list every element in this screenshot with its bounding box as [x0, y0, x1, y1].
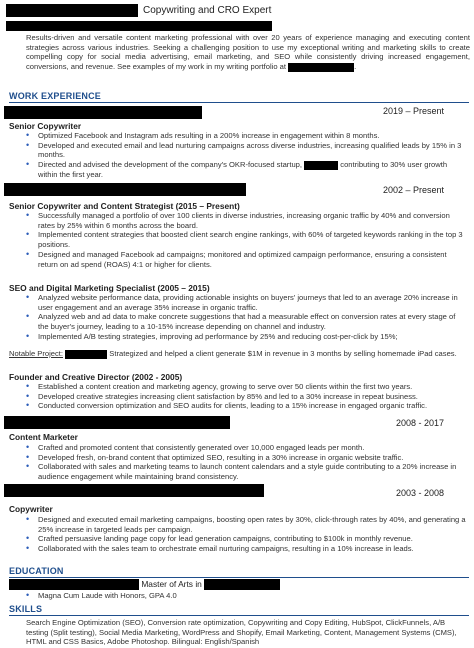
bullet-text: Directed and advised the development of the company's OKR-focused startup,	[38, 160, 303, 170]
list-item: • Collaborated with the sales team to orchestrate email nurturing campaigns, resulting in a 10% increase in leads.	[24, 544, 468, 554]
section-title-work-experience: WORK EXPERIENCE	[9, 91, 102, 101]
degree: Master of Arts in	[141, 579, 202, 589]
job-dates-1: 2019 – Present	[382, 106, 444, 116]
list-item: • Established a content creation and marketing agency, growing to serve over 50 clients within the first two years.	[24, 382, 468, 392]
list-item	[24, 160, 468, 179]
job-dates-3: 2008 - 2017	[395, 418, 444, 428]
list-item: • Successfully managed a portfolio of over 100 clients in diverse industries, increasing organic traffic by 40% and conversion rates by 25% within 6 months across the board.	[24, 211, 468, 230]
redacted-portfolio-link	[288, 62, 357, 72]
redacted-employer-4	[4, 484, 264, 497]
section-title-education: EDUCATION	[9, 566, 64, 576]
job-dates-4: 2003 - 2008	[395, 488, 444, 498]
summary-end: .	[354, 62, 357, 72]
section-title-skills: SKILLS	[9, 604, 43, 614]
section-divider	[9, 577, 469, 578]
education-degree-line	[9, 579, 280, 590]
list-item: • Designed and managed Facebook ad campaigns; monitored and optimized campaign performance, ensuring a consistent return on ad spend (ROAS) 4:1 or higher for clients.	[24, 250, 468, 269]
summary	[26, 33, 470, 72]
job-role-3: Content Marketer	[9, 432, 78, 442]
job-role-4: Copywriter	[9, 504, 53, 514]
list-item: • Designed and executed email marketing campaigns, boosting open rates by 30%, click-through rates by 40%, and generating a 25% increase in targeted leads per campaign.	[24, 515, 468, 534]
redacted-contact-info	[6, 21, 272, 31]
job-role-2b: SEO and Digital Marketing Specialist (2005 – 2015)	[9, 283, 210, 293]
redacted-institution	[9, 579, 139, 590]
redacted-name	[6, 4, 138, 17]
job-bullets-2c	[24, 382, 468, 411]
job-bullets-2b	[24, 293, 468, 342]
section-divider	[9, 615, 469, 616]
list-item: • Conducted conversion optimization and SEO audits for clients, leading to a 15% increase in engaged organic traffic.	[24, 401, 468, 411]
list-item: • Crafted and promoted content that consistently generated over 10,000 engaged leads per month.	[24, 443, 468, 453]
notable-project-text: Strategized and helped a client generate $1M in revenue in 3 months by selling homemade iPad cases.	[109, 349, 457, 358]
redacted-field-of-study	[204, 579, 280, 590]
list-item: • Implemented content strategies that boosted client search engine rankings, with 60% of targeted keywords ranking in the top 3 positions.	[24, 230, 468, 249]
list-item: • Crafted persuasive landing page copy for lead generation campaigns, contributing to $100k in monthly revenue.	[24, 534, 468, 544]
list-item: • Collaborated with sales and marketing teams to launch content calendars and a style guide contributing to a 20% increase in audience engagement while maintaining brand consistency.	[24, 462, 468, 481]
list-item: • Implemented A/B testing strategies, improving ad performance by 25% and reducing cost-per-click by 15%;	[24, 332, 468, 342]
redacted-startup-name	[304, 161, 338, 170]
job-bullets-1	[24, 131, 468, 180]
list-item: • Developed and executed email and lead nurturing campaigns across diverse industries, increasing qualified leads by 15% in 3 months.	[24, 141, 468, 160]
job-role-2a: Senior Copywriter and Content Strategist (2015 – Present)	[9, 201, 240, 211]
education-details	[24, 591, 468, 601]
job-dates-2: 2002 – Present	[382, 185, 444, 195]
summary-text: Results-driven and versatile content marketing professional with over 20 years of experience managing and executing content strategies across various industries. Seeking a challenging position to use my exceptional writing and marketing skills to create compelling copy for social media advertising, email marketing, and SEO while consistently driving increased engagement, conversions, and revenue. See examples of my work in my writing portfolio at	[26, 33, 470, 72]
redacted-employer-3	[4, 416, 230, 429]
job-bullets-3	[24, 443, 468, 482]
redacted-employer-2	[4, 183, 246, 196]
notable-project-label: Notable Project:	[9, 349, 64, 358]
redacted-client-name	[65, 350, 107, 359]
list-item: • Developed fresh, on-brand content that optimized SEO, resulting in a 30% increase in organic website traffic.	[24, 453, 468, 463]
notable-project	[9, 349, 459, 359]
job-title: Copywriting and CRO Expert	[143, 5, 272, 16]
list-item: • Optimized Facebook and Instagram ads resulting in a 200% increase in engagement within 8 months.	[24, 131, 468, 141]
skills-list: Search Engine Optimization (SEO), Conversion rate optimization, Copywriting and Copy Editing, HubSpot, ClickFunnels, A/B testing (Split testing), Social Media Marketing, WordPress and Shopify, Email Marketing, Content, Management Systems (CMS), HTML and CSS Basics, Adobe Photoshop. Bilingual: English/Spanish	[26, 618, 457, 647]
list-item: • Analyzed web and ad data to make concrete suggestions that had a measurable effect on conversion rates at every stage of the buyer's journey, leading to a 10-15% increase depending on channel and industry.	[24, 312, 468, 331]
job-bullets-4	[24, 515, 468, 554]
section-divider	[9, 102, 469, 103]
job-role-2c: Founder and Creative Director (2002 - 2005)	[9, 372, 183, 382]
redacted-employer-1	[4, 106, 202, 119]
bullet-text: contributing to 30% user growth within the first year.	[38, 160, 448, 179]
job-bullets-2a	[24, 211, 468, 269]
list-item: • Magna Cum Laude with Honors, GPA 4.0	[24, 591, 468, 601]
list-item: • Analyzed website performance data, providing actionable insights on buyers' journeys that led to an average 20% increase in user engagement and an average 35% increase in organic traffic.	[24, 293, 468, 312]
job-role-1: Senior Copywriter	[9, 121, 82, 131]
list-item: • Developed creative strategies increasing client satisfaction by 85% and led to a 30% increase in repeat business.	[24, 392, 468, 402]
